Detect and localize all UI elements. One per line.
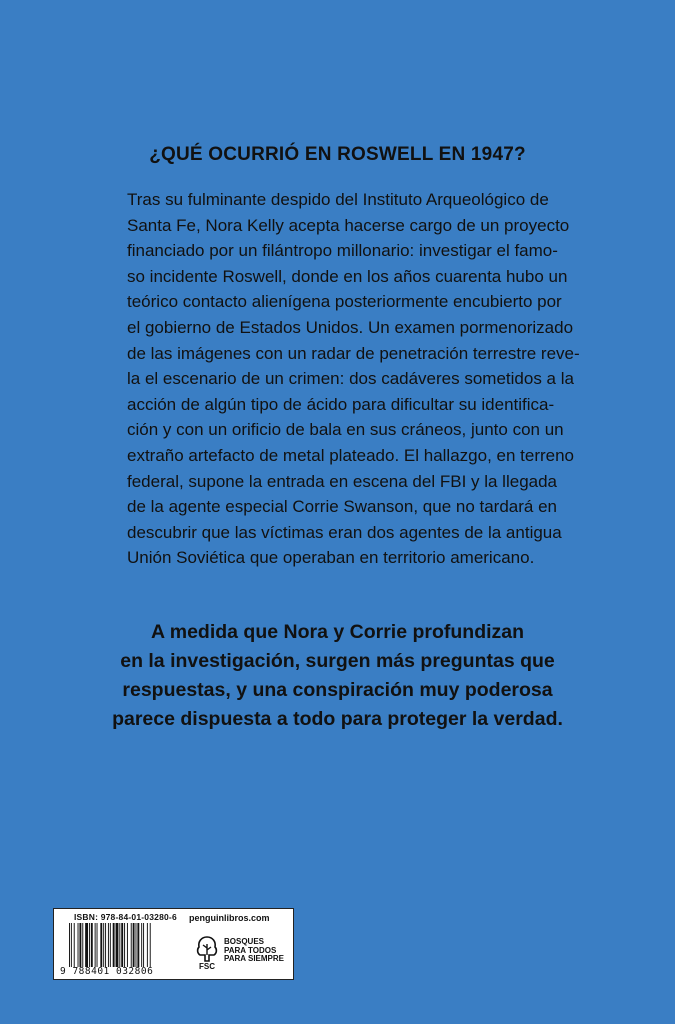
barcode-bar — [133, 923, 135, 967]
fsc-slogan: BOSQUES PARA TODOS PARA SIEMPRE — [224, 937, 285, 963]
synopsis-line: de las imágenes con un radar de penetración terrestre reve- — [127, 343, 580, 363]
barcode-bar — [71, 923, 72, 967]
barcode-bar — [85, 923, 88, 967]
pull-quote-line: A medida que Nora y Corrie profundizan — [150, 621, 525, 643]
synopsis-line: acción de algún tipo de ácido para dificultar su identifica- — [127, 394, 555, 414]
heading: ¿QUÉ OCURRIÓ EN ROSWELL EN 1947? — [149, 144, 526, 165]
barcode-panel — [53, 908, 294, 980]
synopsis-line: so incidente Roswell, donde en los años cuarenta hubo un — [127, 266, 568, 286]
barcode-bar — [147, 923, 148, 967]
synopsis-paragraph — [127, 187, 580, 571]
barcode-bar — [110, 923, 111, 967]
pull-quote — [0, 618, 675, 734]
barcode-bar — [127, 923, 128, 967]
barcode-bar — [95, 923, 96, 967]
pull-quote-line: parece dispuesta a todo para proteger la verdad. — [112, 708, 563, 730]
synopsis-line: de la agente especial Corrie Swanson, que no tardará en — [127, 497, 558, 517]
barcode-bar — [131, 923, 132, 967]
barcode-bar — [141, 923, 142, 967]
synopsis-line: financiado por un filántropo millonario: investigar el famo- — [127, 241, 558, 261]
pull-quote-line: en la investigación, surgen más preguntas que — [120, 650, 555, 672]
synopsis-line: la el escenario de un crimen: dos cadáveres sometidos a la — [127, 369, 574, 389]
pull-quote-line: respuestas, y una conspiración muy poderosa — [122, 679, 553, 701]
synopsis-line: Unión Soviética que operaban en territorio americano. — [127, 548, 535, 568]
barcode-digits: 9 788401 032806 — [60, 966, 154, 977]
barcode-bar — [116, 923, 119, 967]
synopsis-line: teórico contacto alienígena posteriormente encubierto por — [127, 292, 562, 312]
synopsis-line: federal, supone la entrada en escena del FBI y la llegada — [127, 471, 558, 491]
barcode-bar — [113, 923, 115, 967]
barcode-bar — [121, 923, 123, 967]
barcode-bar — [137, 923, 139, 967]
synopsis-line: descubrir que las víctimas eran dos agentes de la antigua — [127, 522, 562, 542]
barcode-bar — [150, 923, 151, 967]
synopsis-line: Tras su fulminante despido del Instituto Arqueológico de — [127, 190, 549, 209]
barcode-bar — [78, 923, 79, 967]
barcode-bar — [124, 923, 125, 967]
barcode-bar — [97, 923, 98, 967]
fsc-tree-icon — [194, 934, 220, 970]
synopsis-line: el gobierno de Estados Unidos. Un examen pormenorizado — [127, 317, 574, 337]
barcode-icon — [69, 923, 179, 967]
publisher-website: penguinlibros.com — [189, 913, 270, 923]
barcode-bar — [136, 923, 137, 967]
synopsis-line: ción y con un orificio de bala en sus cráneos, junto con un — [127, 420, 564, 440]
barcode-bar — [82, 923, 83, 967]
synopsis-line: extraño artefacto de metal plateado. El hallazgo, en terreno — [127, 445, 575, 465]
barcode-bar — [69, 923, 70, 967]
barcode-bar — [108, 923, 109, 967]
barcode-bar — [100, 923, 102, 967]
barcode-bar — [143, 923, 144, 967]
barcode-bar — [74, 923, 75, 967]
isbn-label: ISBN: 978-84-01-03280-6 — [74, 912, 177, 922]
barcode-bar — [105, 923, 106, 967]
barcode-bar — [119, 923, 120, 967]
barcode-bar — [103, 923, 104, 967]
barcode-bar — [91, 923, 93, 967]
fsc-label: FSC — [199, 962, 215, 970]
synopsis-line: Santa Fe, Nora Kelly acepta hacerse cargo de un proyecto — [127, 215, 570, 235]
barcode-bar — [89, 923, 90, 967]
barcode-bar — [79, 923, 81, 967]
